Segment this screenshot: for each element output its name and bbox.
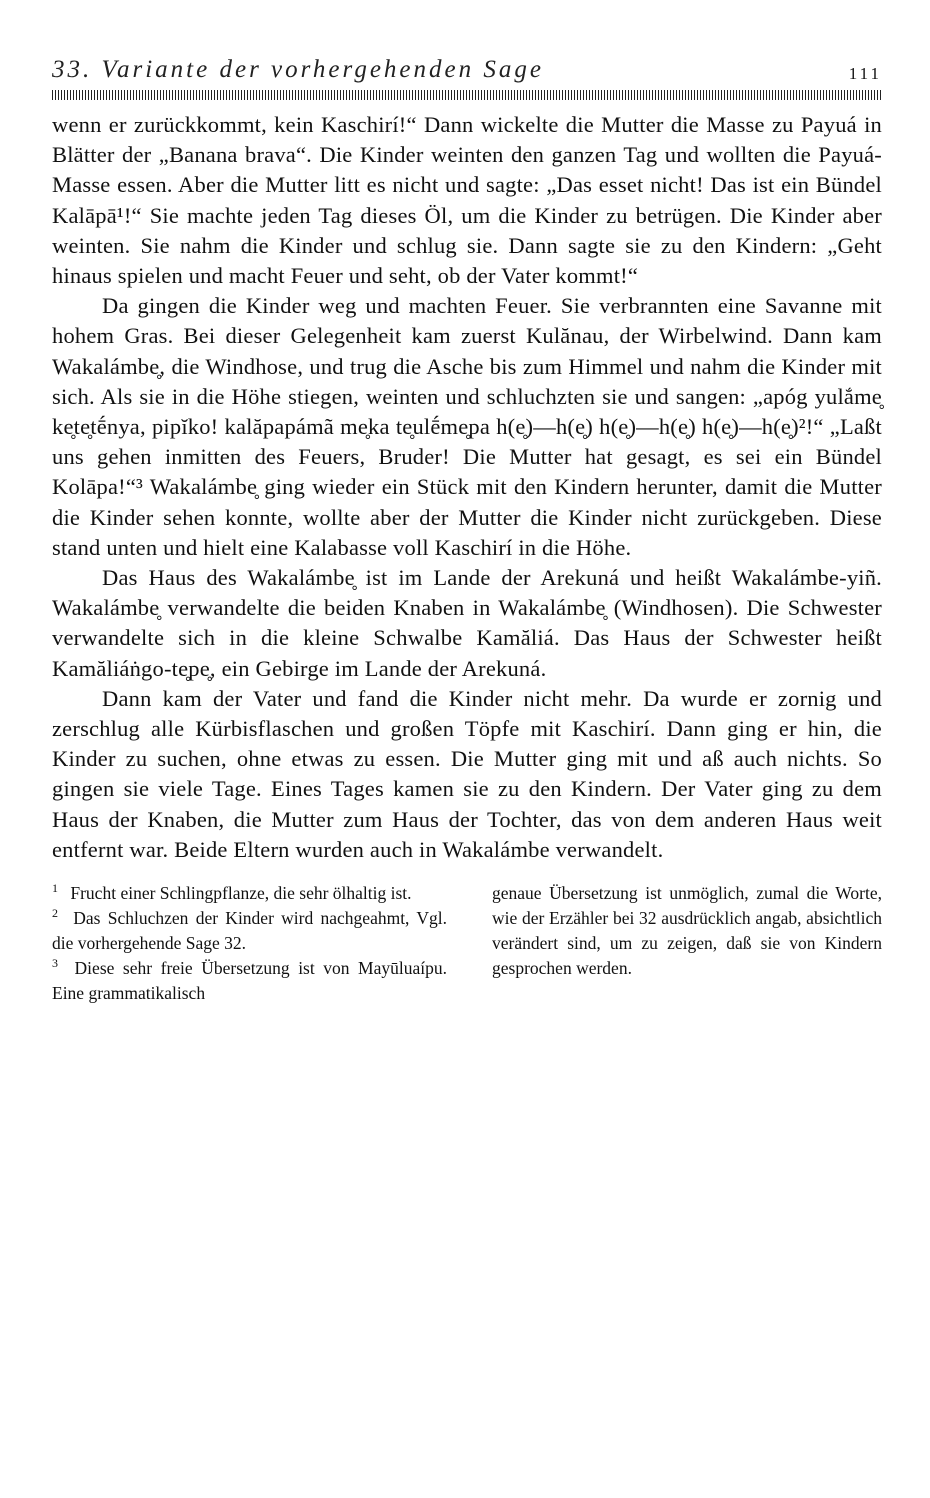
paragraph-3: Das Haus des Wakalámbe̥ ist im Lande der Arekuná und heißt Wakalámbe-yiñ. Wakalámbe̥ verwandelte die beiden Knaben in Wakalámbe̥ (Windhosen). Die Schwester verwandelte sich in die kleine Schwalbe Kamăliá. Das Haus der Schwester heißt Kamăliáṅgo-te̥pe̥, ein Gebirge im Lande der Arekuná. (52, 565, 882, 681)
header-rule (52, 90, 882, 100)
footnote-1: 1 Frucht einer Schlingpflanze, die sehr ölhaltig ist. (52, 881, 412, 904)
book-page (52, 56, 882, 1006)
footnote-text: Diese sehr freie Übersetzung ist von Mayūluaípu. Eine grammatikalisch (52, 958, 447, 1004)
footnotes-left-column (52, 881, 447, 1006)
footnote-3: 3 Diese sehr freie Übersetzung ist von Mayūluaípu. Eine grammatikalisch (52, 956, 447, 1004)
footnote-text: Frucht einer Schlingpflanze, die sehr ölhaltig ist. (70, 883, 412, 904)
running-title: 33. Variante der vorhergehenden Sage (52, 56, 544, 83)
page-number: 111 (848, 64, 882, 83)
footnotes-right-column (492, 881, 882, 1006)
footnote-2: 2 Das Schluchzen der Kinder wird nachgeahmt, Vgl. die vorhergehende Sage 32. (52, 906, 448, 954)
paragraph-1: wenn er zurückkommt, kein Kaschirí!“ Dann wickelte die Mutter die Masse zu Payuá in Blätter der „Banana brava“. Die Kinder weinten den ganzen Tag und wollten die Payuá-Masse essen. Aber die Mutter litt es nicht und sagte: „Das esset nicht! Das ist ein Bündel Kalāpā¹!“ Sie machte jeden Tag dieses Öl, um die Kinder zu betrügen. Die Kinder aber weinten. Sie nahm die Kinder und schlug sie. Dann sagte sie zu den Kindern: „Geht hinaus spielen und macht Feuer und seht, ob der Vater kommt!“ (52, 112, 882, 289)
running-head (52, 56, 882, 90)
main-text (52, 110, 882, 865)
footnotes (52, 881, 882, 1006)
paragraph-2: Da gingen die Kinder weg und machten Feuer. Sie verbrannten eine Savanne mit hohem Gras. Bei dieser Gelegenheit kam zuerst Kulănau, der Wirbelwind. Dann kam Wakalámbe̥, die Windhose, und trug die Asche bis zum Himmel und nahm die Kinder mit sich. Als sie in die Höhe stiegen, weinten und schluchzten sie und sangen: „apóg yulắme̥ ke̥te̥tḗnya, pipĭko! kalăpapámã me̥ka te̥ulḗme̥pa h(e̥)—h(e̥) h(e̥)—h(e̥) h(e̥)—h(e̥)²!“ „Laßt uns gehen inmitten des Feuers, Bruder! Die Mutter hat gesagt, es sei ein Bündel Kolāpa!“³ Wakalámbe̥ ging wieder ein Stück mit den Kindern herunter, damit die Mutter die Kinder sehen konnte, wollte aber der Mutter die Kinder nicht zurückgeben. Diese stand unten und hielt eine Kalabasse voll Kaschirí in die Höhe. (52, 293, 882, 560)
paragraph-4: Dann kam der Vater und fand die Kinder nicht mehr. Da wurde er zornig und zerschlug alle Kürbisflaschen und großen Töpfe mit Kaschirí. Dann ging er hin, die Kinder zu suchen, ohne etwas zu essen. Die Mutter ging mit und aß auch nichts. So gingen sie viele Tage. Eines Tages kamen sie zu den Kindern. Der Vater ging zu dem Haus der Knaben, die Mutter zum Haus der Tochter, das von dem anderen Haus weit entfernt war. Beide Eltern wurden auch in Wakalámbe verwandelt. (52, 685, 882, 862)
footnote-text: Das Schluchzen der Kinder wird nachgeahmt, Vgl. die vorhergehende Sage 32. (52, 908, 448, 954)
footnote-3-continued: genaue Übersetzung ist unmöglich, zumal die Worte, wie der Erzähler bei 32 ausdrücklich angab, absichtlich verändert sind, um zu zeigen, daß sie von Kindern gesprochen werden. (492, 883, 882, 979)
